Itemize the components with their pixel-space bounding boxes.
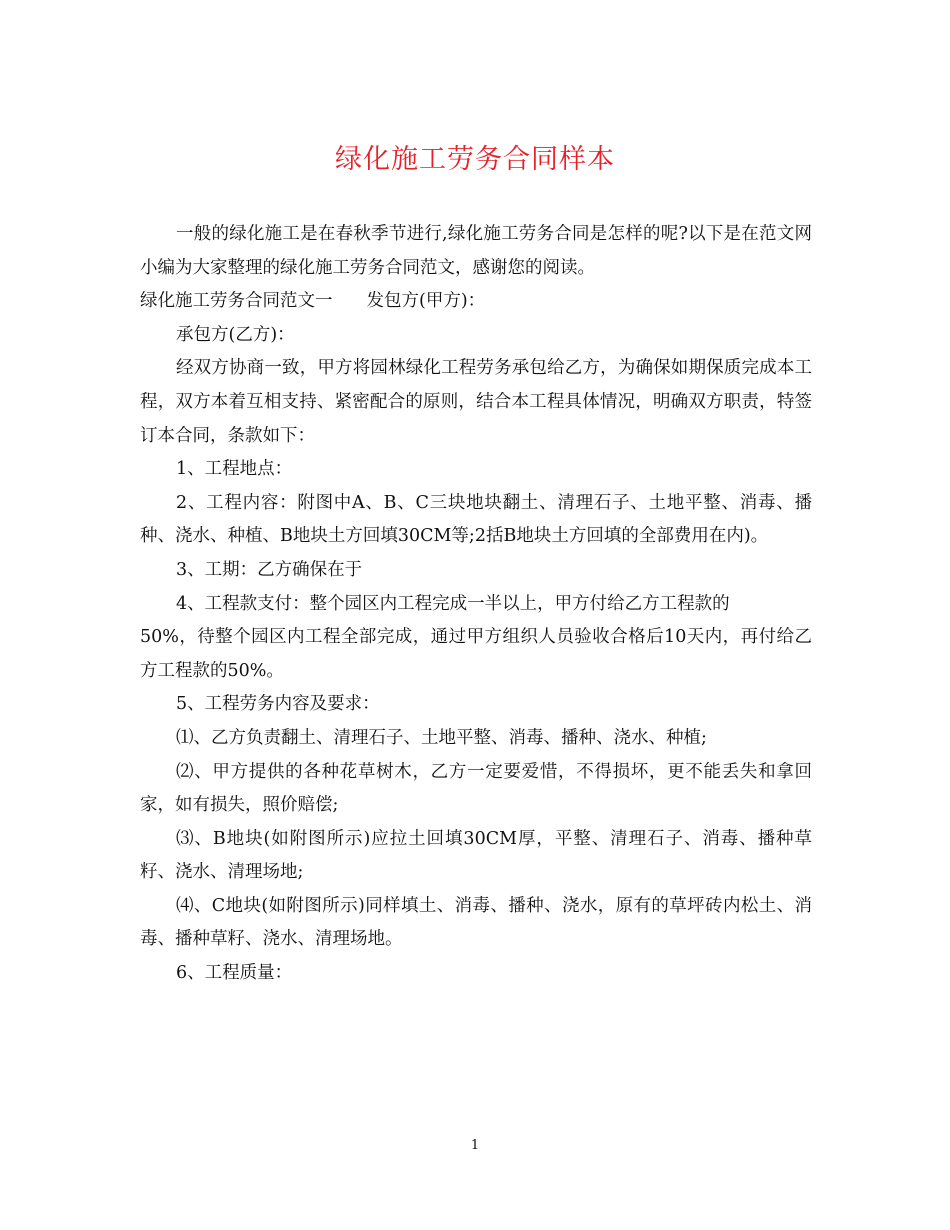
intro-paragraph: 一般的绿化施工是在春秋季节进行,绿化施工劳务合同是怎样的呢?以下是在范文网小编为大家整理的绿化施工劳务合同范文，感谢您的阅读。: [140, 224, 812, 278]
document-body: [140, 218, 812, 991]
clause-5-item-3: ⑶、B地块(如附图所示)应拉土回填30CM厚，平整、清理石子、消毒、播种草籽、浇水、清理场地;: [140, 828, 812, 883]
page-number: 1: [470, 1138, 480, 1153]
preamble-paragraph: 经双方协商一致，甲方将园林绿化工程劳务承包给乙方，为确保如期保质完成本工程，双方本着互相支持、紧密配合的原则，结合本工程具体情况，明确双方职责，特签订本合同，条款如下：: [140, 358, 812, 446]
clause-5: 5、工程劳务内容及要求：: [176, 694, 380, 715]
clause-5-item-1: ⑴、乙方负责翻土、清理石子、土地平整、消毒、播种、浇水、种植;: [176, 727, 707, 748]
sample-heading: 绿化施工劳务合同范文一: [140, 291, 333, 312]
document-title: 绿化施工劳务合同样本: [335, 144, 615, 175]
sample-heading-line: [140, 285, 812, 319]
party-b-label: 承包方(乙方)：: [176, 324, 295, 345]
clause-5-item-4: ⑷、C地块(如附图所示)同样填土、消毒、播种、浇水，原有的草坪砖内松土、消毒、播种草籽、浇水、清理场地。: [140, 895, 812, 950]
party-a-label: 发包方(甲方)：: [366, 291, 486, 312]
clause-5-item-2: ⑵、甲方提供的各种花草树木，乙方一定要爱惜，不得损坏，更不能丢失和拿回家，如有损失，照价赔偿;: [140, 761, 812, 816]
clause-3: 3、工期：乙方确保在于: [176, 559, 363, 580]
clause-4-line-1: 4、工程款支付：整个园区内工程完成一半以上，甲方付给乙方工程款的: [176, 593, 730, 614]
clause-6: 6、工程质量：: [176, 963, 293, 984]
clause-2: 2、工程内容：附图中A、B、C三块地块翻土、清理石子、土地平整、消毒、播种、浇水、种植、B地块土方回填30CM等;2括B地块土方回填的全部费用在内)。: [140, 492, 812, 547]
clause-1: 1、工程地点：: [176, 459, 293, 480]
clause-4-line-2: 50%，待整个园区内工程全部完成，通过甲方组织人员验收合格后10天内，再付给乙方工程款的50%。: [140, 627, 812, 681]
